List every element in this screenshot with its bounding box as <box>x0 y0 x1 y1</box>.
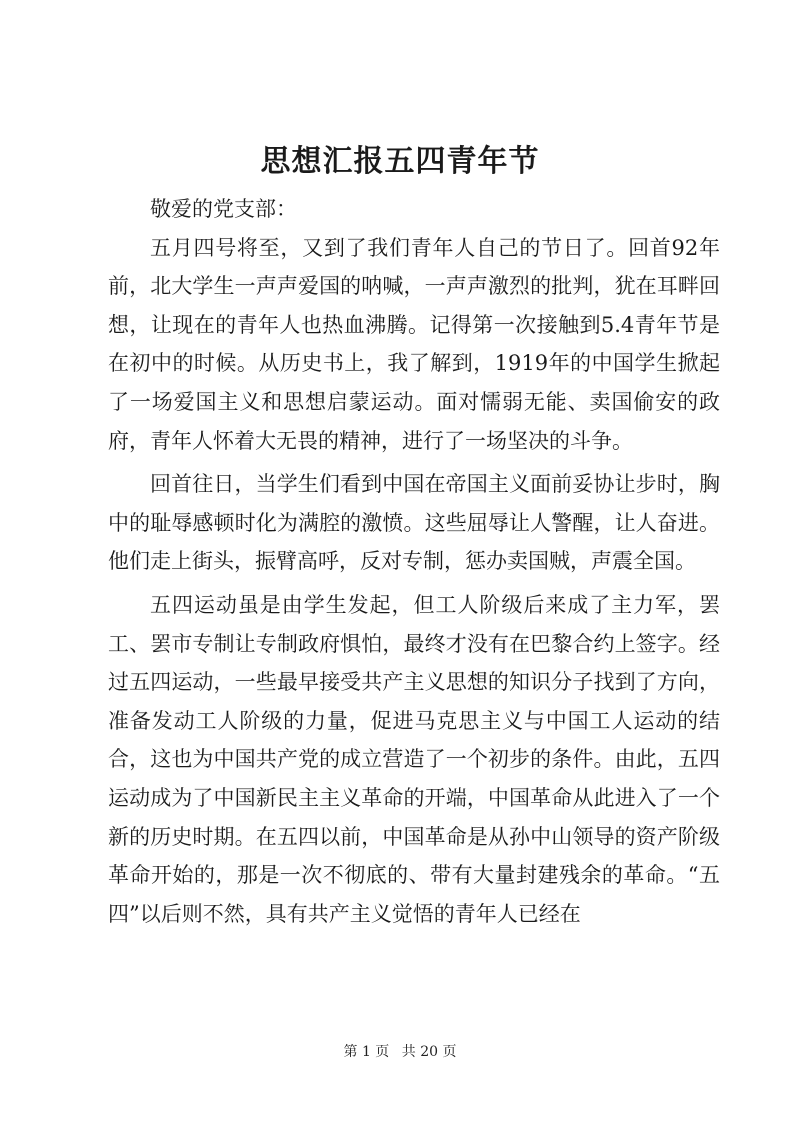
salutation: 敬爱的党支部： <box>150 197 297 221</box>
document-body <box>108 190 720 933</box>
paragraph-1: 五月四号将至，又到了我们青年人自己的节日了。回首92年前，北大学生一声声爱国的呐喊，一声声激烈的批判，犹在耳畔回想，让现在的青年人也热血沸腾。记得第一次接触到5.4青年节是在初中的时候。从历史书上，我了解到，1919年的中国学生掀起了一场爱国主义和思想启蒙运动。面对懦弱无能、卖国偷安的政府，青年人怀着大无畏的精神，进行了一场坚决的斗争。 <box>108 235 720 453</box>
page-number: 第 1 页 <box>343 1044 390 1060</box>
document-title: 思想汇报五四青年节 <box>260 144 540 179</box>
paragraph-3: 五四运动虽是由学生发起，但工人阶级后来成了主力军，罢工、罢市专制让专制政府惧怕，最终才没有在巴黎合约上签字。经过五四运动，一些最早接受共产主义思想的知识分子找到了方向，准备发动工人阶级的力量，促进马克思主义与中国工人运动的结合，这也为中国共产党的成立营造了一个初步的条件。由此，五四运动成为了中国新民主主义革命的开端，中国革命从此进入了一个新的历史时期。在五四以前，中国革命是从孙中山领导的资产阶级革命开始的，那是一次不彻底的、带有大量封建残余的革命。“五四”以后则不然，具有共产主义觉悟的青年人已经在 <box>108 592 720 926</box>
page-total: 共 20 页 <box>401 1044 457 1060</box>
paragraph-2: 回首往日，当学生们看到中国在帝国主义面前妥协让步时，胸中的耻辱感顿时化为满腔的激愤。这些屈辱让人警醒，让人奋进。他们走上街头，振臂高呼，反对专制，惩办卖国贼，声震全国。 <box>108 472 720 574</box>
page-footer <box>0 1042 800 1062</box>
